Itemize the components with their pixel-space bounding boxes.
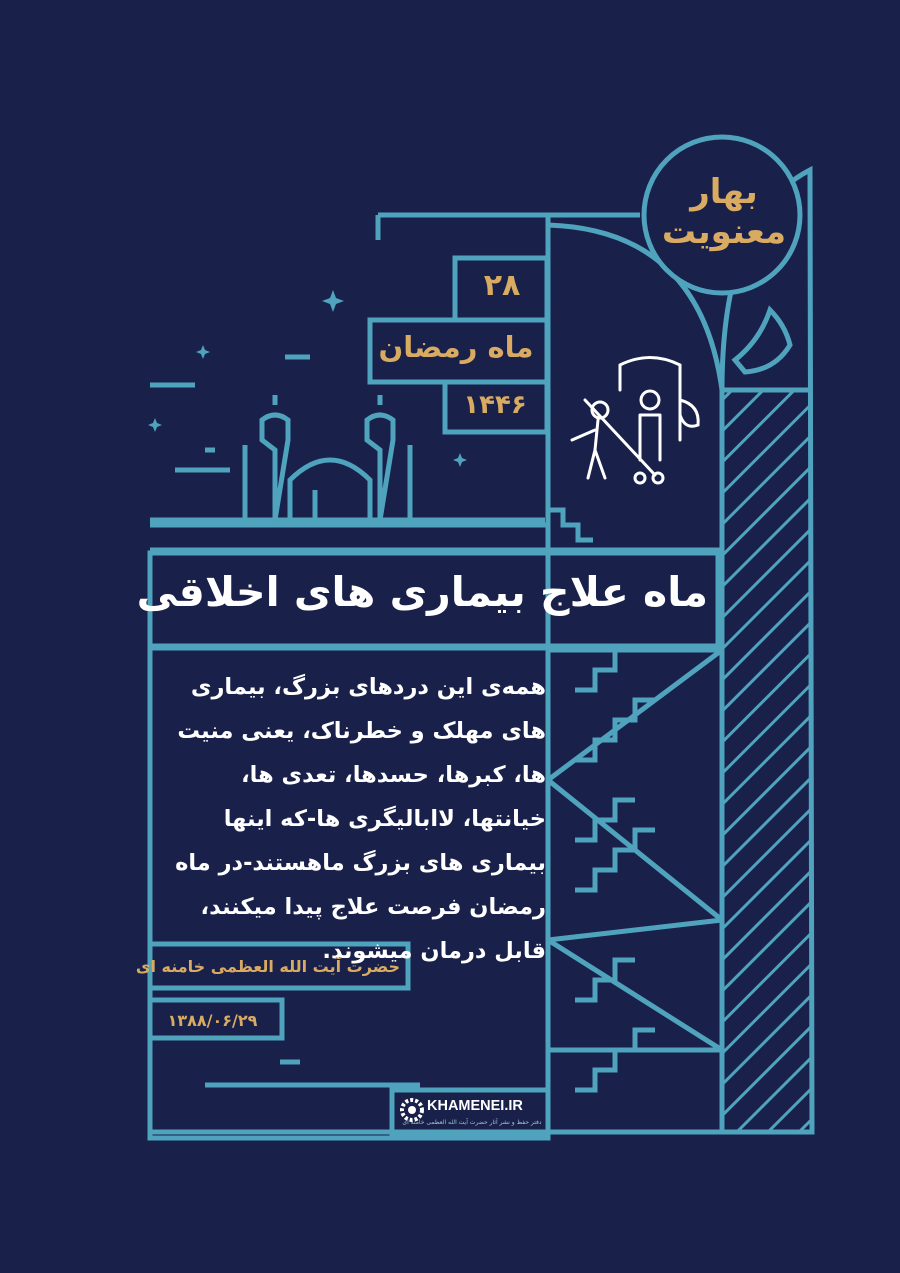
figure-icon bbox=[572, 358, 698, 484]
bird-icon bbox=[735, 310, 790, 372]
star-icon bbox=[148, 290, 467, 467]
logo-emblem-icon bbox=[402, 1100, 422, 1120]
attribution: حضرت آیت الله العظمی خامنه ای bbox=[135, 957, 400, 976]
brand-title: بهار معنویت bbox=[661, 172, 787, 252]
logo-name[interactable]: KHAMENEI.IR bbox=[427, 1098, 523, 1114]
date-year: ۱۴۴۶ bbox=[463, 390, 527, 420]
quote-text: همه‌ی این دردهای بزرگ، بیماری های مهلک و خطرناک، یعنی منیت ها، کبرها، حسدها، تعدی ها، خیانتها، لاابالیگری ها-که اینها بیماری های بزرگ ماهستند-در ماه رمضان فرصت علاج پیدا میکنند، قابل درمان میشوند. bbox=[175, 674, 546, 964]
logo-subtitle: دفتر حفظ و نشر آثار حضرت آیت الله العظمی خامنه ای bbox=[402, 1119, 542, 1126]
quote-date: ۱۳۸۸/۰۶/۲۹ bbox=[167, 1011, 258, 1030]
date-day: ۲۸ bbox=[483, 268, 521, 303]
date-month: ماه رمضان bbox=[378, 330, 534, 364]
main-title: ماه علاج بیماری های اخلاقی bbox=[136, 568, 708, 616]
